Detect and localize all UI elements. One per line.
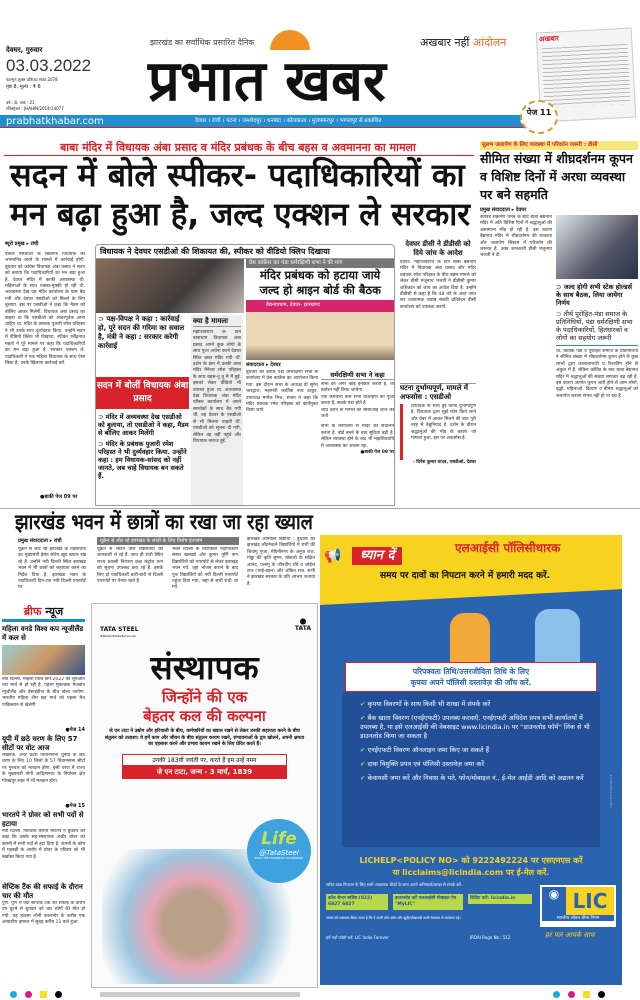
tata-tribute: उनकी 183वीं जयंती पर, करते हैं हम उन्हें नमन bbox=[122, 754, 287, 766]
notice-line-2: कृपया अपने पॉलिसी दस्तावेज़ की जाँच करें. bbox=[410, 678, 532, 687]
lead-kicker: बाबा मंदिर में विधायक अंबा प्रसाद व मंदिर प्रबंधक के बीच बहस व अवमानना का मामला bbox=[60, 141, 416, 154]
brief-body: पुणे. पुणे में एक सेप्टिक टैंक की सफाई के दौरान दम घुटने से बुधवार को चार लोगों की मौत हो गयी. यह हादसा लोनी कालभोर के करीब एक आवासीय इमारत में सुबह करीब 11 बजे हुआ. bbox=[2, 901, 85, 926]
press-conference-photo bbox=[246, 300, 394, 360]
sun-bird-icon bbox=[270, 30, 310, 50]
life-at-tatasteel-badge: Life @TataSteel BUILD THE TOMORROW YOU DESERVE bbox=[247, 819, 311, 883]
lic-logo: ◉ LIC भारतीय जीवन बीमा निगम bbox=[540, 885, 616, 927]
bhawan-col: भवन दिल्ली के प्रोटोकॉल पदाधिकारी संस्था खलखो और कुमार पूर्णि नाग विद्यार्थियों को एयरपोर्ट से लेकर झारखंड भवन गये. वहां भोजन कराने के बाद पुनः विद्यार्थियों को नयी दिल्ली एयरपोर्ट पहुंचा दिया गया, जहां से सभी रांची आ गये. bbox=[172, 547, 238, 591]
bhawan-headline: झारखंड भवन में छात्रों का रखा जा रहा ख्याल bbox=[15, 510, 313, 534]
temple-sub: धर्मरक्षिणी सभा ने कहा bbox=[321, 370, 394, 380]
bhawan-col: झारखंड आनेवाले विद्यार्थी : बुधवार को झारखंड लौटनेवाले विद्यार्थियों में रांची की शिवांगु गुप्ता, मेदिनीनगर के अनुज राज, गोड्डा की कृति सुमन, बोकारो के सक्षित आनंद, पलामू के जीवदीप रवि व जोहेल राज (भाई-बहन) और अंकित राज. सभी ने झारखंड सरकार के प्रति आभार जताया है. bbox=[247, 537, 315, 587]
right-body: कोविड संक्रमण थमने के बाद बाबा बैद्यनाथ मंदिर में अति विशिष्ट दिनों में श्रद्धालुओं की असामान्य भीड़ हो रही है. इस कारण बैद्यनाथ मंदिर में शीघ्रदर्शनम की व्यवस्था और जलार्पण सिस्टम में परिवर्तन की जरूरत है. उक्त जानकारी डीसी मंजूनाथ भजंत्री ने दी. bbox=[480, 215, 552, 259]
tata-sub-1: जिन्होंने की एक bbox=[161, 688, 248, 706]
brief-title: ब्रीफ bbox=[23, 605, 42, 618]
date: 03.03.2022 bbox=[6, 56, 92, 75]
right-bullet: ⊃ तीर्थ पुरोहित-पंडा समाज के प्रतिनिधियों, पंडा धर्मरक्षिणी सभा के पदाधिकारियों, हितधारकों व लोगों का सहयोग जरूरी bbox=[556, 310, 638, 342]
red-box-label: सदन में बोलीं विधायक अंबा प्रसाद bbox=[96, 381, 189, 404]
dc-photo bbox=[556, 215, 638, 279]
lic-subtitle: समय पर दावों का निपटान करने में हमारी मदद करें. bbox=[380, 571, 551, 581]
box-bullet: ⊃ पक्ष-विपक्ष ने कहा : कार्रवाई हो, पूरे सदन की गरिमा का सवाल है, मंत्री ने कहा : सरकार करेगी कार्रवाई bbox=[98, 315, 188, 351]
thumb-title: अखबार bbox=[538, 34, 560, 44]
box-title: विधायक ने देवघर एसडीओ की शिकायत की, स्पीकर को वीडियो क्लिप दिखाया bbox=[100, 247, 330, 256]
dc-quote: विधायक के साथ हुई घटना दुर्भाग्यपूर्ण है. विधायक द्वारा मुझे फोन किये जाने और वेबर में आकर मिलने की बात पूरी तरह से बेबुनियाद है. दर्शन के दौरान श्रद्धालुओं की भीड़ के कारण जो मामला हुआ, इस पर अफसोस है. bbox=[400, 404, 476, 460]
brief-title: भारतपे ने ग्रोवर को सभी पदों से हटाया bbox=[2, 811, 84, 828]
slogan-accent: आंदोलन bbox=[472, 36, 507, 49]
registration: रजिस्ट्रेशन : JHAHIN/2014/14077 bbox=[6, 106, 64, 111]
dc-headline: देवघर डीसी ने डीडीसी को दिये जांच के आदेश bbox=[405, 240, 471, 257]
lic-emblem-icon: ◉ bbox=[542, 887, 566, 915]
check-icon: ✔ bbox=[360, 714, 366, 722]
check-item: ✔ कृपया विवरणों के साथ किसी भी शाखा में संपर्क करें bbox=[360, 700, 491, 708]
lead-byline: ब्यूरो प्रमुख ▸ रांची bbox=[5, 241, 39, 247]
masthead bbox=[0, 0, 640, 135]
visit-website-button[interactable]: विजिट करें: licindia.in bbox=[468, 894, 532, 904]
lead-body: देवघर एसडीओ के खिलाफ विधायक को अपमानित करने के मामले में कार्रवाई होगी. बुधवार को कांग्रेस विधायक अंबा प्रसाद ने सदन को बताया कि पदाधिकारियों का मन बढ़ा हुआ है. देवघर मंदिर में काफी अव्यवस्था थी. महिलाओं के साथ धक्का-मुक्की हो रही थी. अव्यवस्था देख वह मंदिर कार्यालय के पास बैठ गयी और देवघर एसडीओ को मिलने के लिए बुलाया. इस पर एसडीओ ने कहा कि मैडम को बोलिए आकर मिलेंगी. विधायक अंबा प्रसाद का कहना था कि एसडीओ को आदरपूर्वक आना चाहिए था. मंदिर के प्रबंधक पुजारी रमेश परिहस्त ने भी उनके साथ दुर्व्यवहार किया. उन्होंने सदन में वीडियो क्लिप भी दिखाया. स्पीकर रबींद्रनाथ महतो ने पूरे मामले पर कहा कि पदाधिकारियों का मन बढ़ा हुआ है. सरकार एक्शन ले. पदाधिकारी ने एक महिला विधायक के साथ ऐसा किया है. उनके खिलाफ कार्रवाई करें. bbox=[5, 252, 85, 366]
right-kicker: सुलभ जलार्पण के लिए व्यवस्था में परिवर्तन जरूरी : डीसी bbox=[482, 142, 598, 148]
temple-point: शीघ्र दर्शन के मामले की सीबीआइ जांच की जाये bbox=[321, 407, 394, 420]
edition: फाल्गुन शुक्ल प्रतिपदा संवत 2078 bbox=[6, 77, 58, 82]
brief-body: लखनऊ. उत्तर प्रदेश विधानसभा चुनाव के छठे चरण के लिए 10 जिलों के 57 विधानसभा सीटों पर गुरुवार को मतदान होगा. इसी चरण में राज्य के मुख्यमंत्री योगी आदित्यनाथ के निर्वाचन क्षेत्र गोरखपुर शहर में भी मतदान होगा. bbox=[2, 753, 85, 784]
notice-line-1: परिपक्वता तिथि/उत्तरजीविता तिथि के लिए bbox=[412, 667, 530, 676]
box-bullet: ⊃ मंदिर के प्रबंधक पुजारी रमेश परिहस्त ने भी दुर्व्यवहार किया. उन्होंने कहा : हम विधायक-सांसद को नहीं जानते, जब चाहे विधायक बन सकते हैं. bbox=[98, 440, 189, 480]
brief-body: नयी दिल्ली. फिनटेक कंपनी भारतपे ने बुधवार को कहा कि उसके सह-संस्थापक अश्नीर ग्रोवर को कंपनी में सभी पदों से हटा दिया है. कंपनी के कोष में गड़बड़ी के आरोप में ग्रोवर के परिवार को भी बर्खास्त किया गया है. bbox=[2, 829, 85, 860]
city-day: देवघर, गुरुवार bbox=[6, 46, 43, 54]
bhawan-kicker: यूक्रेन से लौट रहे झारखंड के छात्रों के लिए विशेष इंतजाम bbox=[100, 538, 203, 544]
check-item: ✔ एनईएफटी विवरण ऑनलाइन जमा किए जा सकते हैं bbox=[360, 746, 490, 754]
print-registration-marks bbox=[0, 990, 640, 1000]
temple-kicker: प्रेस कांफ्रेंस कर पंडा धर्मरक्षिणी सभा ने की मांग bbox=[249, 260, 343, 266]
social-links[interactable]: हमें यहाँ फॉलो करें: LIC India Forever bbox=[326, 935, 389, 940]
lic-title: एलआईसी पॉलिसीधारक bbox=[455, 541, 561, 555]
check-icon: ✔ bbox=[360, 774, 366, 782]
volume: वर्ष : 8, अंक : 21 bbox=[6, 100, 35, 105]
check-item: ✔ दावा विमुक्ति प्रपत्र एवं पॉलिसी दस्तावेज़ जमा करें bbox=[360, 760, 485, 768]
tata-steel-brand: TATA STEEL bbox=[100, 626, 139, 633]
dc-body: देवघर. महाशिवरात्रि के दिन बाबा बैद्यनाथ मंदिर में विधायक अंबा प्रसाद और मंदिर प्रबंधक रमेश परिहस्त के बीच बहस मामले को लेकर डीसी मंजूनाथ भजंत्री ने डीडीसी कुमार शशिकांत को जांच का आदेश दिया है. उन्होंने डीडीसी से कहा है कि 48 घंटे के अंदर जांच कर तथ्यात्मक जवाब संबंधी प्रतिवेदन डीसी कार्यालय को उपलब्ध करायें. bbox=[400, 260, 476, 310]
lead-headline-1: सदन में बोले स्पीकर- पदाधिकारियों का bbox=[10, 156, 465, 194]
tata-title: संस्थापक bbox=[150, 648, 259, 687]
mylic-app-button[interactable]: डाउनलोड करें एलआईसी मोबाइल ऐप "MyLIC" bbox=[393, 894, 463, 910]
logo: प्रभात खबर bbox=[148, 49, 386, 114]
temple-point: सभा को अगर कोई इनकार करता है, तो बर्दाश्त नहीं किया जायेगा bbox=[321, 382, 394, 394]
temple-body-2: सभा के कार्यालय से मंदिर का संचालन करता है. बोर्ड बनने के बाद सुविधा बढ़ी है. लेकिन व्यवस्था होने के बाद भी महाशिवरात्रि में अव्यवस्था का आलम रहा. bbox=[321, 424, 394, 449]
disclaimer: जनता को सावधान किया जाता है कि वे फर्जी फोन कॉल और झूठी/धोखाधड़ी वाली पेशकश से सावधान रहें। bbox=[326, 916, 461, 920]
attention-label: ध्यान दें bbox=[352, 547, 402, 565]
temple-caption: संवाददाता ▸ देवघर bbox=[246, 362, 281, 368]
dc-sub: घटना दुर्भाग्यपूर्ण, मामले में अफसोस : एसडीओ bbox=[400, 383, 476, 402]
contact-note: त्वरित दावा निपटान के लिए सभी आवश्यक चीज़ों के साथ अपने अभिकर्ता/शाखा से संपर्क करें. bbox=[326, 882, 463, 887]
check-icon: ✔ bbox=[360, 760, 366, 768]
brief-title: महिला वनडे विश्व कप न्यूजीलैंड में कल से bbox=[2, 625, 84, 642]
tata-handle: #WeAlsoMakeTomorrow bbox=[100, 634, 136, 638]
brief-body: नयी दिल्ली. महिला विश्व कप 2022 की शुरुआत चार मार्च से हो रही है. पहला मुकाबला मेजबान न्यूजीलैंड और वेस्टइंडीज के बीच खेला जायेगा. भारतीय महिला टीम छह मार्च को पहला मैच पाकिस्तान से खेलेगी. bbox=[2, 677, 85, 708]
editions-list: देवघर । रांची । पटना । जमशेदपुर । धनबाद । कोलकाता । मुजफ्फरपुर । भागलपुर से प्रकाशित bbox=[195, 118, 382, 124]
side-body: महाशिवरात्रि के दिन बाबाधाम विधायक अंबा प्रसाद अपने कुछ लोगों के साथ पूजा अर्चना करने देवघर स्थित बाबा मंदिर गयी थीं. दर्शन के क्रम में उनकी बाबा मंदिर मैनेजर रमेश परिहस्त के साथ बहस-तू तू मैं मैं हुई. इसको लेकर वीडियो भी वायरल हुआ था. अव्यवस्था देख विधायक अंबा मंदिर परिसर कार्यालय में अपने समर्थकों के साथ बैठ गयी थीं. वह देवघर के एसडीओ से भी मिलना चाहती थीं. एसडीओ को सूचना दी गयी, लेकिन वह नहीं पहुंचे और विधायक नाराज हुईं. bbox=[193, 330, 241, 444]
right-bullet: ⊃ जल्द होगी सभी स्टेक होल्डर्स के साथ बैठक, लिया जायेगा निर्णय bbox=[556, 283, 638, 307]
bhawan-col: यूक्रेन से लौटने वाले विद्यार्थियों की जानकारी ले रहे हैं. साथ ही रांची स्थित राज्य प्रवासी नियंत्रण कक्ष कंट्रोल रूम को सूचना उपलब्ध करा रहे हैं. इसके लिए दो पदाधिकारी बारी-बारी से दिल्ली एयरपोर्ट पर तैनात रहते हैं. bbox=[97, 547, 163, 585]
tagline: झारखंड का सर्वाधिक प्रसारित दैनिक bbox=[150, 38, 255, 47]
page-badge[interactable] bbox=[520, 100, 558, 134]
brief-title-2: न्यूज bbox=[45, 605, 64, 618]
lead-continued: ●बाकी पेज 09 पर bbox=[40, 494, 78, 500]
right-body-2: थी, क्योंकि पंडा व पुरोहित समाज के प्रतिनिधियों ने सीमित संख्या में शीघ्रदर्शनम कूपन होने से कुछ लाभों द्वारा कालाबाजारी व रिश्वतिंग होने से अंकुश में हैं. लेकिन कोविड के बाद बाबा बैद्यनाथ मंदिर में श्रद्धालुओं की संख्या लगातार बढ़ रही है. इस कारण अंतर्गत कूपन जारी होने से आम लोगों, वृद्धों, महिलाओं, दिव्यांग व बीमार श्रद्धालुओं को जलार्पण कराना संभव नहीं हो पा रहा है. bbox=[556, 349, 638, 399]
check-icon: ✔ bbox=[360, 700, 366, 708]
right-byline: प्रमुख संवाददाता ▸ देवघर bbox=[480, 207, 527, 213]
temple-body: बुधवार को देवघर पंडा धर्मरक्षिणी सभा के कार्यालय में प्रेस कांफ्रेंस का आयोजन किया गया. इस दौरान सभा के अध्यक्ष डॉ सुरेश भारद्वाज, महामंत्री कार्तिक नाथ ठाकुर, उपाध्यक्ष मनोज मिश्र, संजय ने कहा कि मंदिर प्रबंधक रमेश परिहस्त को कार्यमुक्त किया जाये. bbox=[246, 370, 318, 414]
temple-continued: ●बाकी पेज 09 पर bbox=[360, 450, 394, 456]
tata-steel-ad[interactable] bbox=[91, 603, 318, 988]
tata-sub-2: बेहतर कल की कल्पना bbox=[143, 707, 266, 725]
temple-point: एक कर्मचारी कैसे सभी वीआइपी की पूजा करता है, सबके पंडा होते हैं bbox=[321, 394, 394, 407]
lead-headline-2: मन बढ़ा हुआ है, जल्द एक्शन ले सरकार bbox=[10, 195, 471, 233]
lic-sms: LICHELP<POLICY NO> को 9222492224 पर एसएमएस करें bbox=[359, 856, 583, 865]
mla-photo bbox=[96, 259, 244, 313]
lic-slogan: हर पल आपके साथ bbox=[545, 931, 595, 939]
dc-quote-by: - दिनेश कुमार यादव, एसडीओ, देवघर bbox=[412, 460, 476, 465]
ad-code: LIC/PR/2021-22/47Hin bbox=[609, 775, 613, 808]
red-box bbox=[96, 377, 189, 409]
temple-headline-1: मंदिर प्रबंधक को हटाया जाये bbox=[260, 268, 381, 282]
lic-ad[interactable] bbox=[320, 535, 622, 985]
tata-body: जे एन टाटा ने उद्योग और हरियाली के बीच, कर्मचारियों का ख्याल रखने से लेकर उनकी सहायता करने के बीच संतुलन को तलाशा। वे हमें काम और जीवन के बीच संतुलन कायम रखने, संभावनाओं के द्वार खोलने, अपनी क्षमता का एहसास करने और प्रभाव कायम रखने के लिए प्रेरित करते हैं। bbox=[104, 729, 305, 747]
check-item: ✔ केवायसी जमा करें और निवास के पते, फोन/मोबाइल नं., ई-मेल आईडी आदि को अद्यतन करें bbox=[360, 774, 584, 782]
slogan-wrap bbox=[420, 36, 506, 49]
check-item: ✔ बैंक खाता विवरण (एनईएफटी) उपलब्ध करवाएँ. एनईएफटी अधिदेश प्रपत्र सभी कार्यालयों में उपलब्ध है, या इसे एलआईसी की वेबसाइट www.licindia.in पर ''डाउनलोड फॉर्म'' लिंक से भी डाउनलोड किया जा सकता है bbox=[360, 714, 590, 740]
photo-banner: बैद्यनाथधाम, देवघर- झारखण्ड bbox=[266, 302, 320, 308]
brief-ref: ●पेज 14 bbox=[65, 727, 85, 733]
megaphone-icon: 📢 bbox=[324, 548, 342, 564]
brief-ref: ●पेज 15 bbox=[65, 803, 85, 809]
lead-box bbox=[95, 244, 395, 506]
lic-email[interactable]: या licclaims@licindia.com पर ई-मेल करें. bbox=[392, 868, 550, 877]
brief-photo bbox=[2, 645, 85, 675]
handshake-illustration bbox=[440, 595, 590, 660]
irdai-reg: IRDAI Regn No.: 512 bbox=[470, 935, 511, 940]
brief-title: यूपी में छठे चरण के लिए 57 सीटों पर वोट आज bbox=[2, 735, 78, 752]
call-center-button[interactable]: कॉल सेन्टर सर्विस (022) 6827 6827 bbox=[326, 894, 388, 910]
side-title: क्या है मामला bbox=[193, 317, 241, 327]
box-bullet: ⊃ मंदिर में अव्यवस्था देख एसडीओ को बुलाया, तो एसडीओ ने कहा, मैडम से बोलिए आकर मिलेंगी bbox=[98, 413, 189, 437]
tata-name-date: जे एन टाटा, जन्म - 3 मार्च, 1839 bbox=[122, 766, 287, 779]
site-bar bbox=[0, 115, 545, 128]
check-icon: ✔ bbox=[360, 746, 366, 754]
right-headline: सीमित संख्या में शीघ्रदर्शनम कूपन व विशिष्ट दिनों में अरघा व्यवस्था पर बने सहमति bbox=[480, 151, 633, 202]
temple-headline-2: जल्द हो श्राइन बोर्ड की बैठक bbox=[259, 283, 381, 297]
brief-title: सेप्टिक टैंक की सफाई के दौरान चार की मौत bbox=[2, 883, 83, 900]
bhawan-byline: प्रमुख संवाददाता ▸ रांची bbox=[18, 538, 62, 544]
bhawan-col: यूक्रेन से लौट रहे झारखंड के विद्यार्थियों का मुख्यमंत्री हेमंत सोरेन खुद ख्याल रख रहे हैं. उन्होंने नयी दिल्ली स्थित झारखंड भवन में भी छात्रों को सहायता करने का निर्देश दिया है. झारखंड भवन के पदाधिकारी दिन-रात नयी दिल्ली एयरपोर्ट पर bbox=[18, 547, 86, 591]
pages-price: पृष्ठ 8, मूल्य : ₹ 6 bbox=[6, 84, 41, 90]
page-badge-label: पेज 11 bbox=[526, 108, 552, 117]
tata-logo: ⬤ TATA bbox=[294, 618, 311, 632]
website-link[interactable]: prabhatkhabar.com bbox=[6, 116, 104, 127]
slogan: अखबार नहीं bbox=[420, 36, 470, 49]
